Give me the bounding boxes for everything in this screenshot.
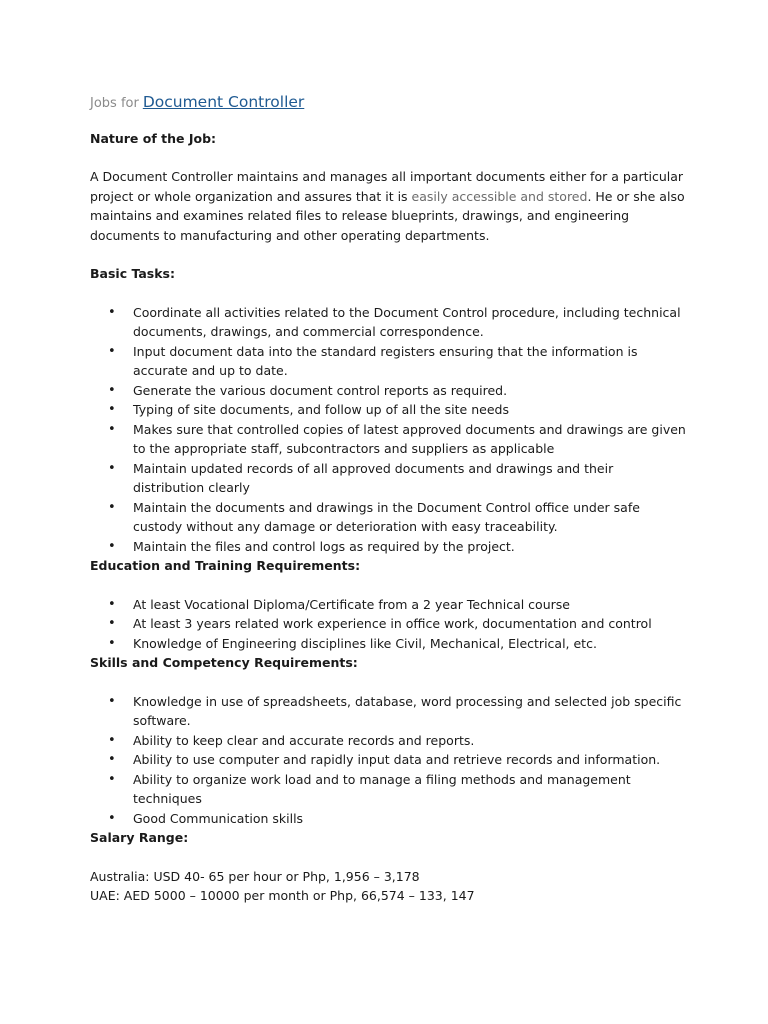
- list-item: [108, 303, 688, 342]
- list-item-text: Ability to organize work load and to manage a filing methods and management techniques: [133, 771, 631, 806]
- list-item-text: Input document data into the standard registers ensuring that the information is accurate and up to date.: [133, 343, 638, 378]
- list-item-text: Typing of site documents, and follow up of all the site needs: [133, 402, 509, 417]
- list-item-text: Maintain the files and control logs as required by the project.: [133, 538, 515, 554]
- list-item-text: Knowledge in use of spreadsheets, database, word processing and selected job specific software.: [133, 693, 682, 728]
- skills-heading: Skills and Competency Requirements:: [90, 655, 358, 670]
- list-item: [108, 420, 688, 459]
- bullet-icon: •: [108, 596, 116, 612]
- bullet-icon: •: [108, 810, 116, 826]
- header-line: [90, 93, 688, 114]
- bullet-icon: •: [108, 499, 116, 515]
- list-item-text: Generate the various document control reports as required.: [133, 382, 508, 398]
- bullet-icon: •: [108, 343, 116, 359]
- salary-line-australia: Australia: USD 40- 65 per hour or Php, 1,956 – 3,178: [90, 868, 420, 884]
- list-item: [108, 342, 688, 381]
- bullet-icon: •: [108, 635, 116, 651]
- bullet-icon: •: [108, 752, 116, 767]
- bullet-icon: •: [108, 460, 116, 476]
- document-controller-link[interactable]: Document Controller: [142, 93, 305, 111]
- nature-text-1: A Document Controller maintains and manages all important documents either for a particular project or whole organization and assures that it is: [90, 169, 684, 204]
- list-item-text: Makes sure that controlled copies of latest approved documents and drawings are given to the appropriate staff, subcontractors and suppliers as applicable: [133, 421, 686, 456]
- list-item: [108, 731, 688, 751]
- list-item: [108, 750, 688, 770]
- bullet-icon: •: [108, 304, 116, 320]
- list-item: [108, 537, 688, 557]
- skills-list: [90, 692, 688, 829]
- bullet-icon: •: [108, 402, 116, 417]
- list-item: [108, 381, 688, 401]
- salary-heading: Salary Range:: [90, 830, 189, 845]
- tasks-list: [90, 303, 688, 557]
- list-item: [108, 692, 688, 731]
- bullet-icon: •: [108, 732, 116, 748]
- nature-text-highlight: easily accessible and stored: [411, 188, 588, 204]
- list-item: [108, 770, 688, 809]
- list-item-text: Ability to keep clear and accurate records and reports.: [133, 732, 475, 748]
- list-item: [108, 809, 688, 829]
- tasks-heading: Basic Tasks:: [90, 266, 175, 281]
- education-heading: Education and Training Requirements:: [90, 558, 361, 573]
- list-item-text: Good Communication skills: [133, 810, 304, 826]
- bullet-icon: •: [108, 382, 116, 398]
- nature-text-2: . He or she also maintains and examines related files to release blueprints, drawings, and engineering documents to manufacturing and other operating departments.: [90, 188, 685, 243]
- salary-line-uae: UAE: AED 5000 – 10000 per month or Php, 66,574 – 133, 147: [90, 888, 475, 903]
- list-item: [108, 634, 688, 654]
- nature-paragraph: [90, 167, 688, 245]
- list-item: [108, 498, 688, 537]
- list-item: [108, 595, 688, 615]
- list-item-text: Maintain updated records of all approved documents and drawings and their distribution clearly: [133, 460, 614, 495]
- bullet-icon: •: [108, 771, 116, 787]
- nature-heading: Nature of the Job:: [90, 130, 217, 146]
- list-item: [108, 400, 688, 420]
- bullet-icon: •: [108, 538, 116, 554]
- bullet-icon: •: [108, 693, 116, 709]
- education-list: [90, 595, 688, 654]
- list-item-text: Ability to use computer and rapidly input data and retrieve records and information.: [133, 752, 661, 767]
- list-item-text: Maintain the documents and drawings in the Document Control office under safe custody without any damage or deterioration with easy traceability.: [133, 499, 640, 534]
- bullet-icon: •: [108, 616, 116, 631]
- list-item: [108, 459, 688, 498]
- list-item-text: At least 3 years related work experience in office work, documentation and control: [133, 616, 652, 631]
- list-item-text: Knowledge of Engineering disciplines like Civil, Mechanical, Electrical, etc.: [133, 635, 597, 651]
- bullet-icon: •: [108, 421, 116, 437]
- list-item-text: At least Vocational Diploma/Certificate from a 2 year Technical course: [133, 596, 570, 612]
- jobs-for-label: Jobs for: [90, 96, 139, 111]
- list-item-text: Coordinate all activities related to the Document Control procedure, including technical documents, drawings, and commercial correspondence.: [133, 304, 681, 339]
- list-item: [108, 614, 688, 634]
